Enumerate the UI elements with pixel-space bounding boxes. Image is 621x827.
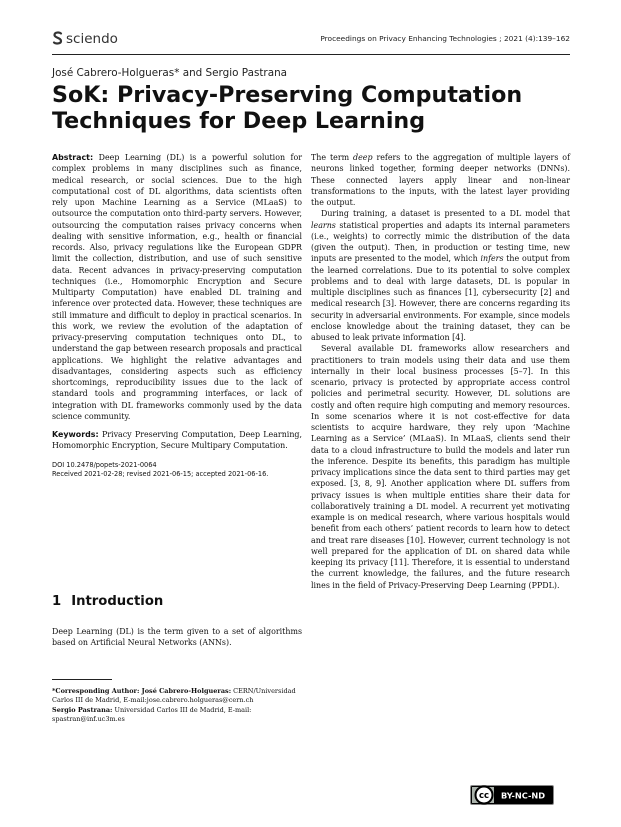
emphasis-infers: infers (480, 254, 504, 264)
keywords-label: Keywords: (52, 430, 99, 439)
intro-paragraph: Deep Learning (DL) is the term given to a set of algorithms based on Artificial Neural Networks (ANNs). (52, 627, 302, 648)
right-column (311, 152, 570, 591)
footnote-rule (52, 679, 112, 680)
paper-title: SoK: Privacy-Preserving Computation Techniques for Deep Learning (52, 82, 523, 134)
second-author-label: Sergio Pastrana: (52, 705, 113, 714)
logo-text: sciendo (66, 31, 118, 47)
keywords-text: Privacy Preserving Computation, Deep Learning, Homomorphic Encryption, Secure Multipary Computation. (52, 430, 302, 451)
cc-mark: cc (478, 791, 490, 801)
header-rule (52, 54, 570, 55)
cc-license-badge[interactable] (470, 785, 554, 805)
abstract-text: Deep Learning (DL) is a powerful solution for complex problems in many disciplines such as finance, medical research, or social sciences. Due to the high computational cost of DL algorithms, data scientists often rely upon Machine Learning as a Service (MLaaS) to outsource the computation onto third-party servers. However, outsourcing the computation raises privacy concerns when dealing with sensitive information, e.g., health or financial records. Also, privacy regulations like the European GDPR limit the collection, distribution, and use of such sensitive data. Recent advances in privacy-preserving computation techniques (i.e., Homomorphic Encryption and Secure Multiparty Computation) have enabled DL training and inference over protected data. However, these techniques are still immature and difficult to deploy in practical scenarios. In this work, we review the evolution of the adaptation of privacy-preserving computation techniques onto DL, to understand the gap between research proposals and practical applications. We highlight the relative advantages and disadvantages, considering aspects such as efficiency shortcomings, reproducibility issues due to the lack of standard tools and programming interfaces, or lack of integration with DL frameworks commonly used by the data science community. (52, 153, 302, 421)
authors: José Cabrero-Holgueras* and Sergio Pastrana (52, 67, 288, 79)
journal-line: Proceedings on Privacy Enhancing Technologies ; 2021 (4):139–162 (320, 34, 570, 43)
license-text: BY-NC-ND (500, 790, 546, 801)
left-column (52, 152, 302, 480)
section-number: 1 (52, 594, 62, 609)
right-paragraph-3: Several available DL frameworks allow researchers and practitioners to train models using their data and use them internally in their local business processes [5–7]. In this scenario, privacy is protected by appropriate access control policies and perimetral security. However, DL solutions are costly and often require high computing and memory resources. In some scenarios where it is not cost-effective for data scientists to acquire hardware, they rely upon ‘Machine Learning as a Service’ (MLaaS). In MLaaS, clients send their data to a cloud infrastructure to build the models and later run the inference. Despite its benefits, this paradigm has multiple privacy implications since the data sent to third parties may get exposed. [3, 8, 9]. Another application where DL suffers from privacy issues is when multiple entities share their data for collaboratively training a DL model. A recurrent yet motivating example is on medical research, where various hospitals would benefit from each others’ patient records to learn how to detect and treat rare diseases [10]. However, current technology is not well prepared for the application of DL on shared data while keeping its privacy [11]. Therefore, it is essential to understand the current knowledge, the failures, and the future research lines in the field of Privacy-Preserving Deep Learning (PPDL). (311, 344, 570, 590)
emphasis-learns: learns (311, 220, 336, 230)
corresponding-author-affiliation: CERN/Universidad Carlos III de Madrid, E-mail:jose.cabrero.holgueras@cern.ch (52, 687, 296, 705)
right-paragraph-2: During training, a dataset is presented to a DL model that learns statistical properties and adapts its internal parameters (i.e., weights) to correctly mimic the distribution of the data (given the output). Then, in production or testing time, new inputs are presented to the model, which infers the output from the learned correlations. Due to its potential to solve complex problems and to deal with large datasets, DL is popular in multiple disciplines such as finances [1], cybersecurity [2] and medical research [3]. However, there are concerns regarding its security in adversarial environments. For example, since models enclose knowledge about the training dataset, they can be abused to leak private information [4]. (311, 209, 571, 342)
right-paragraph-1: The term deep refers to the aggregation of multiple layers of neurons linked together, forming deeper networks (DNNs). These connected layers apply linear and non-linear transformations to the inputs, with the latest layer providing the output. (311, 153, 570, 207)
second-author-affiliation: Universidad Carlos III de Madrid, E-mail: spastran@inf.uc3m.es (52, 705, 252, 723)
page-header (52, 31, 570, 51)
abstract-label: Abstract: (52, 153, 94, 162)
section-heading-introduction (52, 594, 163, 609)
publication-info (52, 461, 302, 480)
author-footnote (52, 687, 302, 724)
sciendo-logo-icon (52, 31, 63, 45)
publisher-logo (52, 31, 118, 47)
corresponding-author-label: *Corresponding Author: José Cabrero-Holgueras: (52, 687, 232, 695)
section-title: Introduction (71, 594, 164, 609)
doi: DOI 10.2478/popets-2021-0064 (52, 460, 157, 469)
abstract (52, 152, 302, 422)
emphasis-deep: deep (353, 153, 373, 162)
received-dates: Received 2021-02-28; revised 2021-06-15; accepted 2021-06-16. (52, 470, 269, 478)
keywords (52, 429, 302, 452)
